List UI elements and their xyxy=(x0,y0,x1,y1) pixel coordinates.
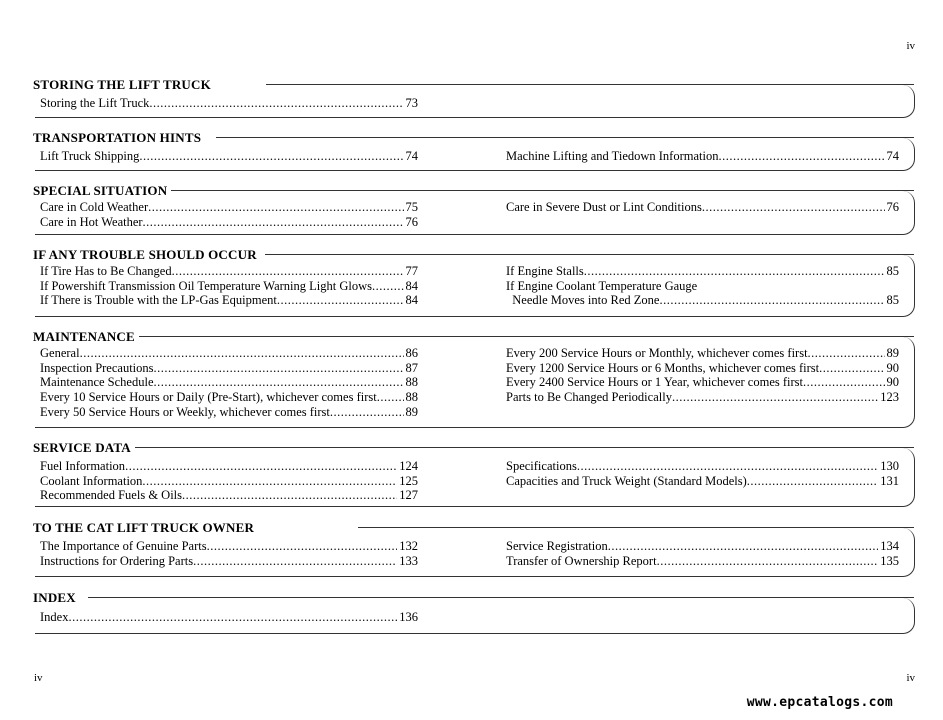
page-number-bottom-right: iv xyxy=(906,672,915,684)
entry-title: Transfer of Ownership Report xyxy=(506,553,657,568)
entry-title: Needle Moves into Red Zone xyxy=(506,293,660,308)
entry-page-number: 85 xyxy=(886,293,899,308)
toc-entry[interactable] xyxy=(40,474,418,489)
dot-leader xyxy=(154,361,404,376)
toc-entry[interactable] xyxy=(506,293,899,308)
dot-leader xyxy=(608,539,879,554)
entry-page-number: 135 xyxy=(880,553,899,568)
toc-entry[interactable] xyxy=(506,375,899,390)
entry-page-number: 124 xyxy=(399,459,418,473)
entry-page-number: 131 xyxy=(880,473,899,488)
entry-page-number: 127 xyxy=(399,488,418,503)
section-title: SERVICE DATA xyxy=(33,440,131,455)
dot-leader xyxy=(718,149,884,164)
dot-leader xyxy=(657,554,879,569)
toc-entry[interactable] xyxy=(506,459,899,474)
page-number-top: iv xyxy=(906,40,915,52)
dot-leader xyxy=(142,474,397,489)
entry-title: Recommended Fuels & Oils xyxy=(40,488,182,503)
entry-page-number: 85 xyxy=(886,264,899,278)
toc-entry[interactable] xyxy=(506,200,899,215)
toc-section xyxy=(33,330,915,428)
entry-title: The Importance of Genuine Parts xyxy=(40,539,207,553)
watermark: www.epcatalogs.com xyxy=(746,695,893,710)
entry-page-number: 76 xyxy=(886,200,899,214)
entry-title: Coolant Information xyxy=(40,473,143,488)
dot-leader xyxy=(125,459,397,474)
toc-section xyxy=(33,248,915,317)
dot-leader xyxy=(277,293,404,308)
entry-title: Storing the Lift Truck xyxy=(40,96,150,110)
entry-page-number: 125 xyxy=(399,473,418,488)
dot-leader xyxy=(377,390,404,405)
toc-entry[interactable] xyxy=(40,264,418,279)
dot-leader xyxy=(193,554,397,569)
dot-leader xyxy=(182,488,397,503)
toc-entry[interactable] xyxy=(40,459,418,474)
toc-entry[interactable] xyxy=(40,390,418,405)
dot-leader xyxy=(330,405,404,420)
entry-title: Fuel Information xyxy=(40,459,126,473)
dot-leader xyxy=(172,264,404,279)
toc-section xyxy=(33,521,915,577)
entry-title: Care in Severe Dust or Lint Conditions xyxy=(506,200,702,214)
toc-entry[interactable] xyxy=(506,554,899,569)
toc-entry[interactable] xyxy=(40,405,418,420)
section-title: INDEX xyxy=(33,590,76,605)
dot-leader xyxy=(803,375,885,390)
toc-entry[interactable] xyxy=(40,96,418,111)
toc-entry[interactable] xyxy=(40,215,418,230)
dot-leader xyxy=(819,361,884,376)
dot-leader xyxy=(672,390,878,405)
entry-title: If Tire Has to Be Changed xyxy=(40,264,172,278)
entry-page-number: 87 xyxy=(405,360,418,375)
toc-entry[interactable] xyxy=(506,474,899,489)
toc-section xyxy=(33,184,915,235)
toc-entry[interactable] xyxy=(40,539,418,554)
toc-entry[interactable] xyxy=(506,539,899,554)
entry-page-number: 76 xyxy=(405,214,418,229)
toc-entry[interactable] xyxy=(506,264,899,279)
section-title: MAINTENANCE xyxy=(33,329,135,344)
section-title: SPECIAL SITUATION xyxy=(33,183,168,198)
entry-page-number: 89 xyxy=(405,404,418,419)
entry-title: If Engine Coolant Temperature Gauge xyxy=(506,278,698,293)
entry-page-number xyxy=(897,279,899,294)
toc-entry[interactable] xyxy=(40,361,418,376)
entry-page-number: 73 xyxy=(405,96,418,110)
dot-leader xyxy=(149,96,403,111)
dot-leader xyxy=(372,279,403,294)
toc-section xyxy=(33,78,915,118)
toc-entry[interactable] xyxy=(40,200,418,215)
toc-entry[interactable] xyxy=(506,390,899,405)
entry-page-number: 88 xyxy=(405,390,418,405)
toc-entry[interactable] xyxy=(40,610,418,625)
entry-page-number: 84 xyxy=(405,278,418,293)
entry-title: Service Registration xyxy=(506,539,608,553)
dot-leader xyxy=(747,474,879,489)
entry-title: Instructions for Ordering Parts xyxy=(40,553,194,568)
dot-leader xyxy=(584,264,885,279)
entry-page-number: 89 xyxy=(886,346,899,360)
entry-title: Every 200 Service Hours or Monthly, whichever comes first xyxy=(506,346,808,360)
entry-title: Specifications xyxy=(506,459,577,473)
dot-leader xyxy=(697,279,897,294)
entry-page-number: 133 xyxy=(399,553,418,568)
dot-leader xyxy=(139,149,403,164)
entry-page-number: 77 xyxy=(405,264,418,278)
section-title: IF ANY TROUBLE SHOULD OCCUR xyxy=(33,247,257,262)
entry-title: Every 1200 Service Hours or 6 Months, whichever comes first xyxy=(506,360,820,375)
dot-leader xyxy=(68,610,397,625)
toc-entry[interactable] xyxy=(40,346,418,361)
dot-leader xyxy=(80,346,404,361)
entry-title: Every 10 Service Hours or Daily (Pre-Start), whichever comes first xyxy=(40,390,377,405)
entry-page-number: 88 xyxy=(405,375,418,390)
entry-title: Every 50 Service Hours or Weekly, whichever comes first xyxy=(40,404,330,419)
dot-leader xyxy=(577,459,878,474)
entry-title: Maintenance Schedule xyxy=(40,375,154,390)
toc-section xyxy=(33,131,915,171)
dot-leader xyxy=(702,200,885,215)
entry-page-number: 123 xyxy=(880,390,899,405)
toc-section xyxy=(33,441,915,507)
entry-page-number: 74 xyxy=(886,149,899,163)
toc-entry[interactable] xyxy=(40,279,418,294)
entry-title: Care in Cold Weather xyxy=(40,200,149,214)
entry-title: General xyxy=(40,346,80,360)
page-number-bottom-left: iv xyxy=(34,672,43,684)
toc-section xyxy=(33,591,915,634)
entry-page-number: 74 xyxy=(405,149,418,163)
toc-entry[interactable] xyxy=(506,361,899,376)
entry-page-number: 90 xyxy=(886,375,899,390)
entry-title: Parts to Be Changed Periodically xyxy=(506,390,672,405)
entry-title: If There is Trouble with the LP-Gas Equipment xyxy=(40,293,277,308)
entry-page-number: 75 xyxy=(405,200,418,214)
dot-leader xyxy=(143,215,404,230)
toc-entry[interactable] xyxy=(506,279,899,294)
dot-leader xyxy=(148,200,403,215)
section-title: TO THE CAT LIFT TRUCK OWNER xyxy=(33,520,255,535)
toc-entry[interactable] xyxy=(40,149,418,164)
entry-title: Every 2400 Service Hours or 1 Year, whichever comes first xyxy=(506,375,803,390)
entry-title: If Powershift Transmission Oil Temperature Warning Light Glows xyxy=(40,278,373,293)
entry-page-number: 90 xyxy=(886,360,899,375)
entry-page-number: 130 xyxy=(880,459,899,473)
entry-page-number: 136 xyxy=(399,610,418,624)
entry-title: Machine Lifting and Tiedown Information xyxy=(506,149,719,163)
dot-leader xyxy=(659,293,884,308)
dot-leader xyxy=(808,346,885,361)
entry-page-number: 86 xyxy=(405,346,418,360)
entry-title: Lift Truck Shipping xyxy=(40,149,140,163)
entry-title: Inspection Precautions xyxy=(40,360,154,375)
entry-page-number: 134 xyxy=(880,539,899,553)
entry-title: Care in Hot Weather xyxy=(40,214,143,229)
toc-entry[interactable] xyxy=(40,293,418,308)
entry-title: Capacities and Truck Weight (Standard Models) xyxy=(506,473,747,488)
dot-leader xyxy=(207,539,398,554)
toc-entry[interactable] xyxy=(506,346,899,361)
toc-entry[interactable] xyxy=(40,554,418,569)
toc-entry[interactable] xyxy=(506,149,899,164)
entry-page-number: 84 xyxy=(405,293,418,308)
entry-title: Index xyxy=(40,610,69,624)
toc-entry[interactable] xyxy=(40,488,418,503)
entry-title: If Engine Stalls xyxy=(506,264,584,278)
entry-page-number: 132 xyxy=(399,539,418,553)
toc-entry[interactable] xyxy=(40,375,418,390)
dot-leader xyxy=(154,375,404,390)
section-title: STORING THE LIFT TRUCK xyxy=(33,77,211,92)
section-title: TRANSPORTATION HINTS xyxy=(33,130,202,145)
